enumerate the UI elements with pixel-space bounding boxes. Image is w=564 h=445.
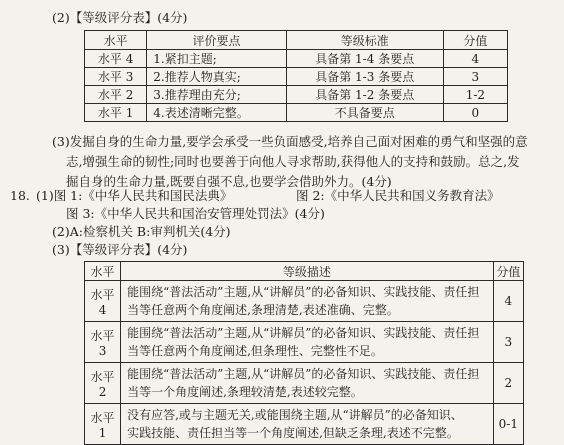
standard-cell: 不具备要点 xyxy=(286,104,443,122)
q3-line-1: (3)发掘自身的生命力量,要学会承受一些负面感受,培养自己面对困难的勇气和坚强的意 xyxy=(52,134,528,149)
level-cell: 水平 4 xyxy=(85,50,147,68)
q18-part1-c: 图 3:《中华人民共和国治安管理处罚法》(4分) xyxy=(66,206,325,221)
table-header-row xyxy=(85,262,524,281)
description-line: 没有应答,或与主题无关,或能围绕主题,从“讲解员”的必备知识、 xyxy=(127,408,463,422)
score-cell: 3 xyxy=(443,68,507,86)
level-cell: 水平 3 xyxy=(85,68,147,86)
q18-part1-a: (1)图 1:《中华人民共和国民法典》 xyxy=(36,188,233,203)
table-row xyxy=(85,404,524,445)
table-row xyxy=(85,86,508,104)
standard-cell: 具备第 1-4 条要点 xyxy=(286,50,443,68)
score-cell: 3 xyxy=(493,322,523,363)
point-cell: 4.表述清晰完整。 xyxy=(147,104,286,122)
table-header-row xyxy=(85,31,508,50)
q18-part3-header: (3)【等级评分表】(4分) xyxy=(52,242,188,257)
table-row xyxy=(85,281,524,322)
level-cell: 水平 4 xyxy=(85,281,121,322)
description-cell xyxy=(121,281,494,322)
q18-part1-b: 图 2:《中华人民共和国义务教育法》 xyxy=(296,188,500,203)
description-cell xyxy=(121,322,494,363)
point-cell: 3.推荐理由充分; xyxy=(147,86,286,104)
description-line: 能围绕“普法活动”主题,从“讲解员”的必备知识、实践技能、责任担 xyxy=(127,285,480,299)
level-cell: 水平 1 xyxy=(85,404,121,445)
description-line: 能围绕“普法活动”主题,从“讲解员”的必备知识、实践技能、责任担 xyxy=(127,326,480,340)
q3-line-2: 志,增强生命的韧性;同时也要善于向他人寻求帮助,获得他人的支持和鼓励。总之,发 xyxy=(66,154,520,169)
description-line: 当等任意两个角度阐述,条理清楚,表述准确、完整。 xyxy=(127,303,399,317)
level-cell: 水平 3 xyxy=(85,322,121,363)
standard-cell: 具备第 1-3 条要点 xyxy=(286,68,443,86)
q3-line-3: 掘自身的生命力量,既要自强不息,也要学会借助外力。(4分) xyxy=(66,174,392,189)
col-header-level: 水平 xyxy=(85,262,121,281)
rubric-table-2 xyxy=(84,261,524,445)
description-line: 能围绕“普法活动”主题,从“讲解员”的必备知识、实践技能、责任担 xyxy=(127,367,480,381)
level-cell: 水平 2 xyxy=(85,86,147,104)
score-cell: 0-1 xyxy=(493,404,523,445)
col-header-point: 评价要点 xyxy=(147,31,286,50)
description-line: 实践技能、责任担当等一个角度阐述,但缺乏条理,表述不完整。 xyxy=(127,426,459,440)
score-cell: 4 xyxy=(493,281,523,322)
description-cell xyxy=(121,363,494,404)
score-cell: 2 xyxy=(493,363,523,404)
q18-number: 18. xyxy=(10,188,30,203)
level-cell: 水平 2 xyxy=(85,363,121,404)
score-cell: 4 xyxy=(443,50,507,68)
col-header-description: 等级描述 xyxy=(121,262,494,281)
description-cell xyxy=(121,404,494,445)
description-line: 当等任意两个角度阐述,但条理性、完整性不足。 xyxy=(127,344,383,358)
point-cell: 2.推荐人物真实; xyxy=(147,68,286,86)
score-cell: 0 xyxy=(443,104,507,122)
table-row xyxy=(85,50,508,68)
rubric-table-1 xyxy=(84,30,508,122)
point-cell: 1.紧扣主题; xyxy=(147,50,286,68)
table-row xyxy=(85,68,508,86)
q2-header: (2)【等级评分表】(4分) xyxy=(52,10,188,25)
score-cell: 1-2 xyxy=(443,86,507,104)
col-header-score: 分值 xyxy=(443,31,507,50)
col-header-level: 水平 xyxy=(85,31,147,50)
table-row xyxy=(85,104,508,122)
col-header-standard: 等级标准 xyxy=(286,31,443,50)
description-line: 当等一个角度阐述,条理较清楚,表述较完整。 xyxy=(127,385,363,399)
col-header-score: 分值 xyxy=(493,262,523,281)
table-row xyxy=(85,363,524,404)
q18-part2: (2)A:检察机关 B:审判机关(4分) xyxy=(52,224,231,239)
table-row xyxy=(85,322,524,363)
standard-cell: 具备第 1-2 条要点 xyxy=(286,86,443,104)
level-cell: 水平 1 xyxy=(85,104,147,122)
